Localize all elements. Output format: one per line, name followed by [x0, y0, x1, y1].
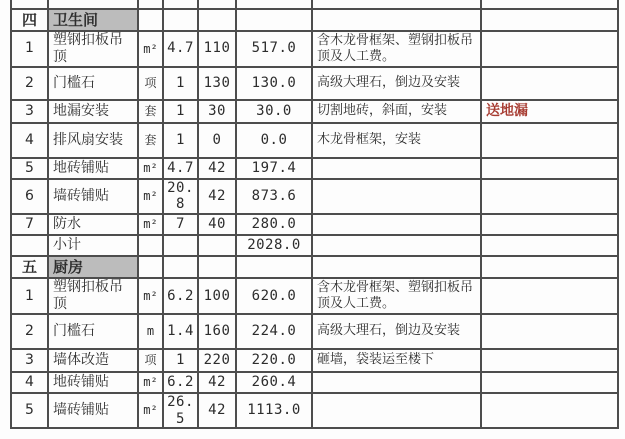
subtotal-amount: 2028.0 [236, 235, 312, 256]
cell-row-no: 4 [11, 372, 48, 393]
cell-empty [198, 235, 236, 256]
cell-amount: 30.0 [236, 100, 312, 123]
cell-note: 含木龙骨框架、塑钢扣板吊顶及人工费。 [312, 31, 481, 67]
cell-amount: 0.0 [236, 123, 312, 158]
table-row [11, 372, 618, 393]
cell-empty [481, 0, 618, 9]
table-row [11, 67, 618, 100]
cell-quantity: 6.2 [163, 372, 198, 393]
cell-remark [481, 67, 618, 100]
cell-amount: 517.0 [236, 31, 312, 67]
cell-empty [312, 235, 481, 256]
cell-empty [48, 0, 138, 9]
cell-unit-price: 220 [198, 349, 236, 372]
cell-remark [481, 31, 618, 67]
cell-item-name: 塑钢扣板吊顶 [48, 31, 138, 67]
cell-row-no: 5 [11, 158, 48, 179]
cell-note [312, 158, 481, 179]
cell-unit: m² [138, 278, 163, 314]
cell-empty [138, 256, 163, 278]
cell-unit: 套 [138, 123, 163, 158]
table-row [11, 349, 618, 372]
subtotal-label: 小计 [48, 235, 138, 256]
cell-row-no: 7 [11, 214, 48, 235]
cell-quantity: 4.7 [163, 31, 198, 67]
cell-remark [481, 179, 618, 215]
cell-empty [163, 0, 198, 9]
cell-amount: 1113.0 [236, 393, 312, 429]
table-row [11, 123, 618, 158]
cell-quantity: 7 [163, 214, 198, 235]
cell-item-name: 塑钢扣板吊顶 [48, 278, 138, 314]
cell-row-no: 3 [11, 349, 48, 372]
cell-empty [312, 9, 481, 31]
cell-note [312, 372, 481, 393]
cell-row-no: 4 [11, 123, 48, 158]
cell-empty [11, 235, 48, 256]
cell-unit-price: 42 [198, 179, 236, 215]
cell-unit: m² [138, 158, 163, 179]
cell-empty [11, 0, 48, 9]
cell-empty [481, 9, 618, 31]
cell-unit: 套 [138, 100, 163, 123]
cell-unit: 项 [138, 349, 163, 372]
partial-row [11, 0, 618, 9]
cell-amount: 224.0 [236, 314, 312, 349]
cell-unit: m² [138, 393, 163, 429]
cell-empty [312, 0, 481, 9]
cell-note: 含木龙骨框架、塑钢扣板吊顶及人工费。 [312, 278, 481, 314]
cell-unit-price: 42 [198, 158, 236, 179]
cell-row-no: 1 [11, 31, 48, 67]
section-number: 四 [11, 9, 48, 31]
cell-note: 切割地砖，斜面，安装 [312, 100, 481, 123]
cell-row-no: 3 [11, 100, 48, 123]
renovation-quote-table [10, 0, 619, 429]
cell-quantity: 1 [163, 67, 198, 100]
subtotal-row [11, 235, 618, 256]
cell-note [312, 393, 481, 429]
cell-item-name: 墙砖铺贴 [48, 393, 138, 429]
cell-empty [236, 9, 312, 31]
cell-item-name: 防水 [48, 214, 138, 235]
cell-note: 高级大理石，倒边及安装 [312, 314, 481, 349]
cell-note: 木龙骨框架，安装 [312, 123, 481, 158]
cell-empty [236, 0, 312, 9]
cell-remark [481, 393, 618, 429]
section-number: 五 [11, 256, 48, 278]
cell-note [312, 214, 481, 235]
cell-amount: 130.0 [236, 67, 312, 100]
table-row [11, 278, 618, 314]
cell-row-no: 1 [11, 278, 48, 314]
cell-empty [198, 256, 236, 278]
cell-quantity: 1 [163, 349, 198, 372]
cell-amount: 260.4 [236, 372, 312, 393]
cell-unit-price: 130 [198, 67, 236, 100]
cell-empty [138, 0, 163, 9]
cell-quantity: 1 [163, 100, 198, 123]
cell-unit: m² [138, 31, 163, 67]
cell-quantity: 26.5 [163, 393, 198, 429]
section-header-row-kitchen [11, 256, 618, 278]
cell-note: 砸墙，袋装运至楼下 [312, 349, 481, 372]
cell-amount: 620.0 [236, 278, 312, 314]
cell-empty [481, 235, 618, 256]
cell-empty [198, 9, 236, 31]
table-row [11, 31, 618, 67]
cell-remark [481, 349, 618, 372]
cell-note: 高级大理石，倒边及安装 [312, 67, 481, 100]
table-row [11, 179, 618, 215]
cell-unit: m² [138, 214, 163, 235]
cell-empty [481, 256, 618, 278]
cell-unit: 项 [138, 67, 163, 100]
cell-unit: m² [138, 372, 163, 393]
cell-item-name: 排风扇安装 [48, 123, 138, 158]
cell-unit: m [138, 314, 163, 349]
cell-remark [481, 158, 618, 179]
cell-unit-price: 110 [198, 31, 236, 67]
table-row [11, 214, 618, 235]
cell-row-no: 2 [11, 67, 48, 100]
cell-empty [163, 235, 198, 256]
cell-unit-price: 100 [198, 278, 236, 314]
cell-quantity: 4.7 [163, 158, 198, 179]
cell-item-name: 门槛石 [48, 67, 138, 100]
cell-empty [198, 0, 236, 9]
cell-quantity: 6.2 [163, 278, 198, 314]
cell-remark-highlight: 送地漏 [481, 100, 618, 123]
cell-empty [312, 256, 481, 278]
cell-quantity: 1.4 [163, 314, 198, 349]
section-title: 卫生间 [48, 9, 138, 31]
table-row [11, 314, 618, 349]
cell-item-name: 地砖铺贴 [48, 158, 138, 179]
section-title: 厨房 [48, 256, 138, 278]
cell-unit-price: 42 [198, 393, 236, 429]
cell-empty [163, 9, 198, 31]
cell-row-no: 5 [11, 393, 48, 429]
cell-item-name: 地漏安装 [48, 100, 138, 123]
cell-remark [481, 372, 618, 393]
cell-amount: 197.4 [236, 158, 312, 179]
cell-amount: 280.0 [236, 214, 312, 235]
cell-amount: 873.6 [236, 179, 312, 215]
cell-empty [138, 9, 163, 31]
cell-quantity: 1 [163, 123, 198, 158]
cell-unit-price: 30 [198, 100, 236, 123]
cell-item-name: 地砖铺贴 [48, 372, 138, 393]
cell-quantity: 20.8 [163, 179, 198, 215]
cell-row-no: 2 [11, 314, 48, 349]
table-row [11, 100, 618, 123]
cell-unit-price: 40 [198, 214, 236, 235]
cell-unit-price: 0 [198, 123, 236, 158]
cell-unit-price: 42 [198, 372, 236, 393]
cell-item-name: 墙砖铺贴 [48, 179, 138, 215]
cell-note [312, 179, 481, 215]
cell-row-no: 6 [11, 179, 48, 215]
cell-empty [163, 256, 198, 278]
cell-empty [138, 235, 163, 256]
cell-remark [481, 214, 618, 235]
cell-remark [481, 314, 618, 349]
cell-unit-price: 160 [198, 314, 236, 349]
table-row-partial [11, 393, 618, 429]
table-row [11, 158, 618, 179]
cell-amount: 220.0 [236, 349, 312, 372]
cell-remark [481, 278, 618, 314]
section-header-row-bathroom [11, 9, 618, 31]
cell-item-name: 墙体改造 [48, 349, 138, 372]
cell-remark [481, 123, 618, 158]
cell-item-name: 门槛石 [48, 314, 138, 349]
cell-empty [236, 256, 312, 278]
cell-unit: m² [138, 179, 163, 215]
